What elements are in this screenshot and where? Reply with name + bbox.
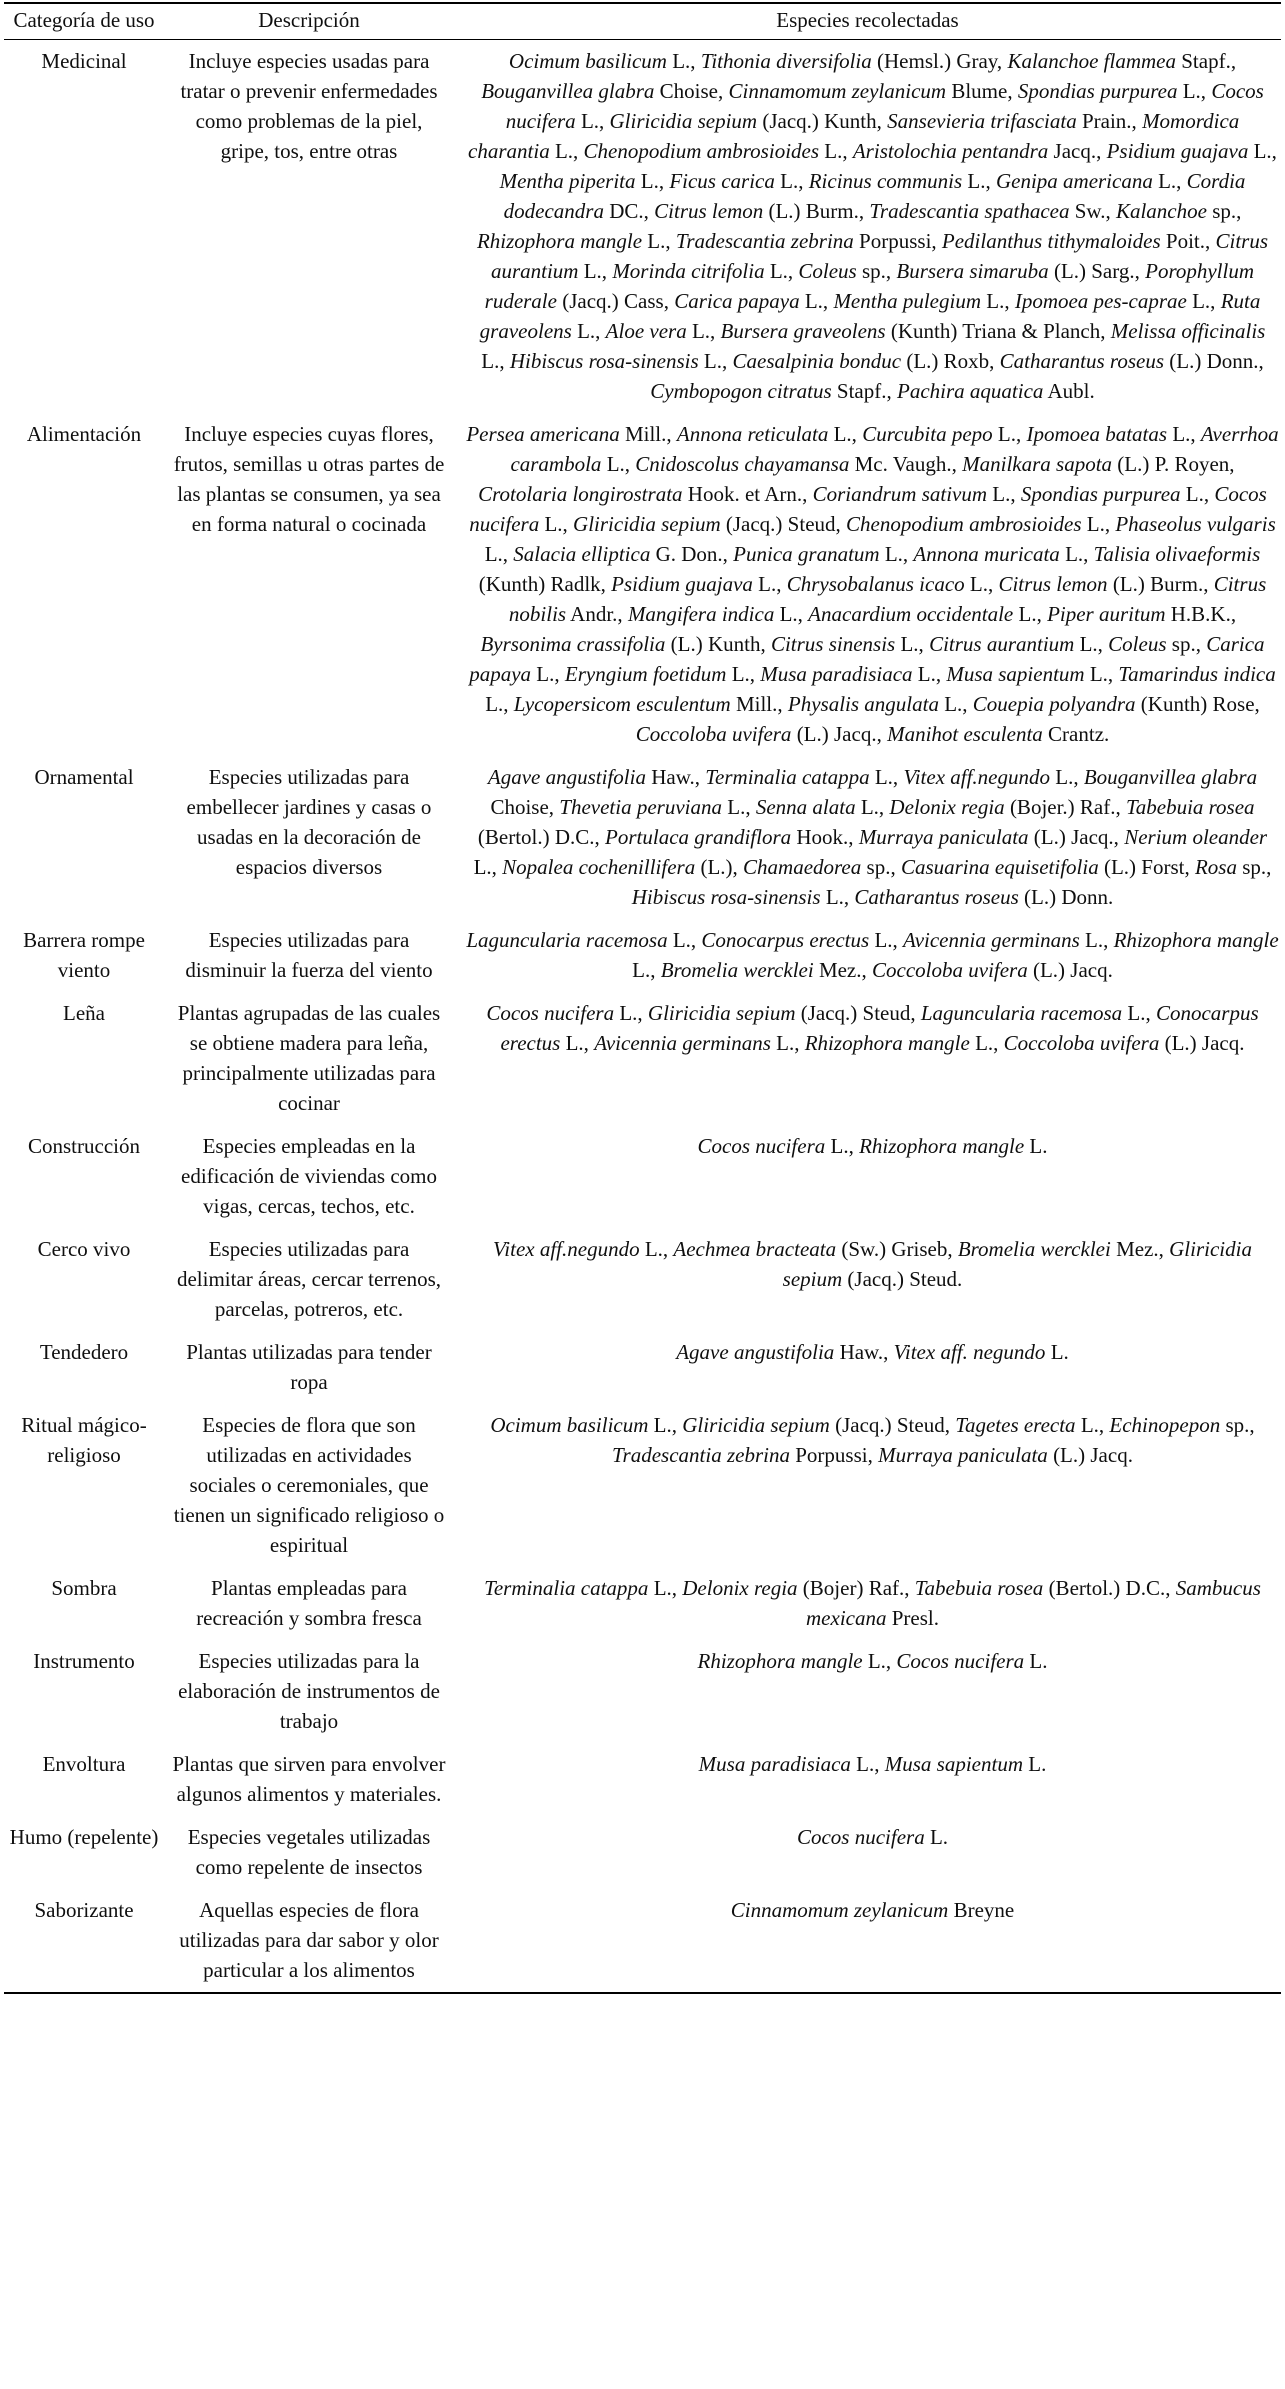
species-name: Porophyllum ruderale xyxy=(484,259,1255,313)
category-cell: Envoltura xyxy=(42,1752,126,1776)
species-name: Conocarpus erectus xyxy=(500,1001,1259,1055)
species-name: Catharantus roseus xyxy=(854,885,1019,909)
species-name: Coleus xyxy=(798,259,857,283)
species-name: Carica papaya xyxy=(674,289,800,313)
species-name: Chenopodium ambrosioides xyxy=(583,139,820,163)
species-name: Kalanchoe xyxy=(1115,199,1207,223)
table-row xyxy=(4,992,1281,1125)
category-cell: Saborizante xyxy=(34,1898,134,1922)
category-cell: Humo (repelente) xyxy=(9,1825,159,1849)
species-name: Gliricidia sepium xyxy=(573,512,721,536)
species-name: Caesalpinia bonduc xyxy=(732,349,902,373)
species-name: Catharantus roseus xyxy=(999,349,1164,373)
species-name: Citrus aurantium xyxy=(490,229,1269,283)
species-name: Ficus carica xyxy=(669,169,775,193)
species-name: Talisia olivaeformis xyxy=(1093,542,1261,566)
species-name: Persea americana xyxy=(466,422,620,446)
species-name: Tamarindus indica xyxy=(1118,662,1276,686)
species-name: Chenopodium ambrosioides xyxy=(846,512,1082,536)
header-row xyxy=(4,3,1281,40)
category-cell: Ritual mágico-religioso xyxy=(21,1413,147,1467)
species-name: Mentha pulegium xyxy=(833,289,981,313)
species-name: Morinda citrifolia xyxy=(612,259,765,283)
species-name: Curcubita pepo xyxy=(862,422,993,446)
species-name: Terminalia catappa xyxy=(705,765,870,789)
table-row xyxy=(4,1404,1281,1567)
species-name: Annona muricata xyxy=(913,542,1060,566)
species-name: Tagetes erecta xyxy=(955,1413,1076,1437)
species-name: Gliricidia sepium xyxy=(609,109,758,133)
species-name: Casuarina equisetifolia xyxy=(900,855,1099,879)
species-cell: Cocos nucifera L., Rhizophora mangle L. xyxy=(697,1134,1048,1158)
species-name: Coccoloba uvifera xyxy=(635,722,792,746)
table-row xyxy=(4,1889,1281,1993)
document-page xyxy=(4,0,1281,1994)
description-cell: Especies utilizadas para la elaboración de instrumentos de trabajo xyxy=(178,1649,440,1733)
table-row xyxy=(4,1743,1281,1816)
species-cell: Terminalia catappa L., Delonix regia (Bojer) Raf., Tabebuia rosea (Bertol.) D.C., Sambucus mexicana Presl. xyxy=(484,1576,1261,1630)
species-name: Cocos nucifera xyxy=(796,1825,925,1849)
species-name: Citrus nobilis xyxy=(508,572,1267,626)
category-cell: Ornamental xyxy=(34,765,134,789)
species-cell: Cinnamomum zeylanicum Breyne xyxy=(730,1898,1015,1922)
species-name: Genipa americana xyxy=(995,169,1153,193)
species-name: Ocimum basilicum xyxy=(508,49,667,73)
description-cell: Especies utilizadas para disminuir la fuerza del viento xyxy=(185,928,433,982)
species-name: Aristolochia pentandra xyxy=(852,139,1049,163)
species-name: Tithonia diversifolia xyxy=(700,49,872,73)
category-cell: Leña xyxy=(63,1001,105,1025)
table-row xyxy=(4,756,1281,919)
species-name: Bromelia wercklei xyxy=(660,958,814,982)
species-name: Ipomoea batatas xyxy=(1026,422,1168,446)
description-cell: Especies utilizadas para embellecer jardines y casas o usadas en la decoración de espacios diversos xyxy=(186,765,432,879)
species-name: Rhizophora mangle xyxy=(859,1134,1025,1158)
species-name: Chrysobalanus icaco xyxy=(786,572,965,596)
category-cell: Cerco vivo xyxy=(37,1237,131,1261)
species-name: Hibiscus rosa-sinensis xyxy=(631,885,821,909)
species-name: Salacia elliptica xyxy=(513,542,651,566)
species-name: Kalanchoe flammea xyxy=(1007,49,1176,73)
species-name: Piper auritum xyxy=(1047,602,1166,626)
table-row xyxy=(4,1228,1281,1331)
species-name: Cocos nucifera xyxy=(486,1001,615,1025)
species-name: Eryngium foetidum xyxy=(564,662,727,686)
species-name: Rhizophora mangle xyxy=(804,1031,970,1055)
species-name: Cocos nucifera xyxy=(896,1649,1025,1673)
species-name: Musa paradisiaca xyxy=(698,1752,851,1776)
species-name: Psidium guajava xyxy=(611,572,753,596)
species-name: Ocimum basilicum xyxy=(490,1413,649,1437)
species-name: Cocos nucifera xyxy=(505,79,1264,133)
species-name: Manilkara sapota xyxy=(962,452,1113,476)
species-cell: Rhizophora mangle L., Cocos nucifera L. xyxy=(697,1649,1048,1673)
species-name: Thevetia peruviana xyxy=(559,795,722,819)
species-name: Byrsonima crassifolia xyxy=(480,632,666,656)
species-name: Sansevieria trifasciata xyxy=(887,109,1077,133)
col-header-descripcion: Descripción xyxy=(164,3,454,40)
species-name: Tradescantia spathacea xyxy=(869,199,1070,223)
species-name: Portulaca grandiflora xyxy=(605,825,792,849)
species-name: Laguncularia racemosa xyxy=(466,928,668,952)
description-cell: Especies empleadas en la edificación de viviendas como vigas, cercas, techos, etc. xyxy=(181,1134,437,1218)
species-name: Tradescantia zebrina xyxy=(675,229,854,253)
species-cell: Agave angustifolia Haw., Terminalia catappa L., Vitex aff.negundo L., Bouganvillea glabra Choise, Thevetia peruviana L., Senna alata L., Delonix regia (Bojer.) Raf., Tabebuia rosea (Bertol.) D.C., Portulaca grandiflora Hook., Murraya paniculata (L.) Jacq., Nerium oleander L., Nopalea cochenillifera (L.), Chamaedorea sp., Casuarina equisetifolia (L.) Forst, Rosa sp., Hibiscus rosa-sinensis L., Catharantus roseus (L.) Donn. xyxy=(473,765,1272,909)
species-name: Citrus lemon xyxy=(654,199,764,223)
species-name: Terminalia catappa xyxy=(484,1576,649,1600)
species-name: Cinnamomum zeylanicum xyxy=(728,79,947,103)
species-name: Bouganvillea glabra xyxy=(1083,765,1258,789)
table-body xyxy=(4,40,1281,1994)
species-name: Momordica charantia xyxy=(468,109,1240,163)
species-name: Cinnamomum zeylanicum xyxy=(730,1898,949,1922)
description-cell: Plantas utilizadas para tender ropa xyxy=(186,1340,432,1394)
species-name: Conocarpus erectus xyxy=(701,928,870,952)
table-row xyxy=(4,1816,1281,1889)
species-name: Vitex aff.negundo xyxy=(493,1237,640,1261)
species-name: Rosa xyxy=(1194,855,1237,879)
species-name: Agave angustifolia xyxy=(676,1340,835,1364)
species-cell: Cocos nucifera L. xyxy=(796,1825,949,1849)
species-name: Citrus sinensis xyxy=(770,632,896,656)
species-name: Ruta graveolens xyxy=(479,289,1261,343)
species-name: Coriandrum sativum xyxy=(812,482,988,506)
category-cell: Alimentación xyxy=(26,422,142,446)
species-name: Couepia polyandra xyxy=(972,692,1136,716)
species-name: Ricinus communis xyxy=(808,169,963,193)
species-name: Laguncularia racemosa xyxy=(920,1001,1123,1025)
table-row xyxy=(4,1125,1281,1228)
description-cell: Incluye especies cuyas flores, frutos, semillas u otras partes de las plantas se consumen, ya sea en forma natural o cocinada xyxy=(173,422,445,536)
species-name: Aechmea bracteata xyxy=(673,1237,837,1261)
species-name: Senna alata xyxy=(755,795,856,819)
species-name: Gliricidia sepium xyxy=(647,1001,796,1025)
species-name: Carica papaya xyxy=(469,632,1265,686)
species-name: Chamaedorea xyxy=(743,855,862,879)
species-name: Citrus aurantium xyxy=(929,632,1075,656)
species-name: Mentha piperita xyxy=(499,169,636,193)
species-name: Avicennia germinans xyxy=(594,1031,771,1055)
species-name: Murraya paniculata xyxy=(878,1443,1048,1467)
table-row xyxy=(4,1331,1281,1404)
table-row xyxy=(4,919,1281,992)
species-name: Coccoloba uvifera xyxy=(1003,1031,1160,1055)
species-name: Tabebuia rosea xyxy=(914,1576,1044,1600)
species-name: Mangifera indica xyxy=(627,602,775,626)
species-name: Ipomoea pes-caprae xyxy=(1014,289,1187,313)
description-cell: Plantas agrupadas de las cuales se obtiene madera para leña, principalmente utilizadas para cocinar xyxy=(177,1001,441,1115)
species-name: Musa paradisiaca xyxy=(760,662,913,686)
species-cell: Ocimum basilicum L., Tithonia diversifolia (Hemsl.) Gray, Kalanchoe flammea Stapf., Bouganvillea glabra Choise, Cinnamomum zeylanicum Blume, Spondias purpurea L., Cocos nucifera L., Gliricidia sepium (Jacq.) Kunth, Sansevieria trifasciata Prain., Momordica charantia L., Chenopodium ambrosioides L., Aristolochia pentandra Jacq., Psidium guajava L., Mentha piperita L., Ficus carica L., Ricinus communis L., Genipa americana L., Cordia dodecandra DC., Citrus lemon (L.) Burm., Tradescantia spathacea Sw., Kalanchoe sp., Rhizophora mangle L., Tradescantia zebrina Porpussi, Pedilanthus tithymaloides Poit., Citrus aurantium L., Morinda citrifolia L., Coleus sp., Bursera simaruba (L.) Sarg., Porophyllum ruderale (Jacq.) Cass, Carica papaya L., Mentha pulegium L., Ipomoea pes-caprae L., Ruta graveolens L., Aloe vera L., Bursera graveolens (Kunth) Triana & Planch, Melissa officinalis L., Hibiscus rosa-sinensis L., Caesalpinia bonduc (L.) Roxb, Catharantus roseus (L.) Donn., Cymbopogon citratus Stapf., Pachira aquatica Aubl. xyxy=(468,49,1277,403)
species-name: Rhizophora mangle xyxy=(697,1649,863,1673)
species-name: Cordia dodecandra xyxy=(503,169,1246,223)
species-name: Cocos nucifera xyxy=(697,1134,826,1158)
description-cell: Plantas que sirven para envolver algunos alimentos y materiales. xyxy=(172,1752,446,1806)
species-cell: Laguncularia racemosa L., Conocarpus erectus L., Avicennia germinans L., Rhizophora mangle L., Bromelia wercklei Mez., Coccoloba uvifera (L.) Jacq. xyxy=(466,928,1279,982)
species-name: Aloe vera xyxy=(605,319,687,343)
species-cell: Vitex aff.negundo L., Aechmea bracteata (Sw.) Griseb, Bromelia wercklei Mez., Gliricidia sepium (Jacq.) Steud. xyxy=(493,1237,1252,1291)
category-cell: Construcción xyxy=(28,1134,140,1158)
species-name: Rhizophora mangle xyxy=(476,229,643,253)
species-name: Cymbopogon citratus xyxy=(650,379,832,403)
species-name: Averrhoa carambola xyxy=(510,422,1279,476)
table-row xyxy=(4,413,1281,756)
species-name: Gliricidia sepium xyxy=(782,1237,1252,1291)
species-name: Phaseolus vulgaris xyxy=(1115,512,1276,536)
description-cell: Aquellas especies de flora utilizadas para dar sabor y olor particular a los alimentos xyxy=(179,1898,439,1982)
species-name: Cocos nucifera xyxy=(469,482,1267,536)
species-name: Echinopepon xyxy=(1109,1413,1221,1437)
species-name: Pachira aquatica xyxy=(897,379,1044,403)
species-name: Coleus xyxy=(1108,632,1167,656)
species-name: Hibiscus rosa-sinensis xyxy=(509,349,699,373)
species-name: Pedilanthus tithymaloides xyxy=(941,229,1161,253)
species-name: Annona reticulata xyxy=(676,422,829,446)
species-name: Vitex aff. negundo xyxy=(893,1340,1046,1364)
species-name: Manihot esculenta xyxy=(887,722,1043,746)
description-cell: Especies utilizadas para delimitar áreas, cercar terrenos, parcelas, potreros, etc. xyxy=(176,1237,442,1321)
species-cell: Persea americana Mill., Annona reticulata L., Curcubita pepo L., Ipomoea batatas L., Averrhoa carambola L., Cnidoscolus chayamansa Mc. Vaugh., Manilkara sapota (L.) P. Royen, Crotolaria longirostrata Hook. et Arn., Coriandrum sativum L., Spondias purpurea L., Cocos nucifera L., Gliricidia sepium (Jacq.) Steud, Chenopodium ambrosioides L., Phaseolus vulgaris L., Salacia elliptica G. Don., Punica granatum L., Annona muricata L., Talisia olivaeformis (Kunth) Radlk, Psidium guajava L., Chrysobalanus icaco L., Citrus lemon (L.) Burm., Citrus nobilis Andr., Mangifera indica L., Anacardium occidentale L., Piper auritum H.B.K., Byrsonima crassifolia (L.) Kunth, Citrus sinensis L., Citrus aurantium L., Coleus sp., Carica papaya L., Eryngium foetidum L., Musa paradisiaca L., Musa sapientum L., Tamarindus indica L., Lycopersicom esculentum Mill., Physalis angulata L., Couepia polyandra (Kunth) Rose, Coccoloba uvifera (L.) Jacq., Manihot esculenta Crantz. xyxy=(466,422,1279,746)
species-cell: Ocimum basilicum L., Gliricidia sepium (Jacq.) Steud, Tagetes erecta L., Echinopepon sp., Tradescantia zebrina Porpussi, Murraya paniculata (L.) Jacq. xyxy=(490,1413,1255,1467)
description-cell: Especies de flora que son utilizadas en actividades sociales o ceremoniales, que tienen un significado religioso o espiritual xyxy=(173,1413,445,1557)
species-name: Punica granatum xyxy=(733,542,880,566)
species-name: Cnidoscolus chayamansa xyxy=(635,452,850,476)
species-name: Bromelia wercklei xyxy=(957,1237,1111,1261)
species-name: Bursera graveolens xyxy=(720,319,886,343)
species-name: Coccoloba uvifera xyxy=(872,958,1028,982)
table-row xyxy=(4,40,1281,414)
species-name: Anacardium occidentale xyxy=(808,602,1014,626)
category-cell: Tendedero xyxy=(39,1340,129,1364)
species-name: Rhizophora mangle xyxy=(1113,928,1279,952)
species-name: Sambucus mexicana xyxy=(806,1576,1261,1630)
species-name: Musa sapientum xyxy=(946,662,1085,686)
description-cell: Especies vegetales utilizadas como repelente de insectos xyxy=(187,1825,431,1879)
species-name: Bouganvillea glabra xyxy=(481,79,655,103)
species-name: Spondias purpurea xyxy=(1017,79,1178,103)
species-name: Nopalea cochenillifera xyxy=(502,855,696,879)
table-row xyxy=(4,1567,1281,1640)
species-name: Agave angustifolia xyxy=(487,765,646,789)
species-name: Tradescantia zebrina xyxy=(612,1443,790,1467)
table-row xyxy=(4,1640,1281,1743)
species-name: Musa sapientum xyxy=(884,1752,1023,1776)
species-use-table xyxy=(4,2,1281,1994)
species-name: Avicennia germinans xyxy=(903,928,1080,952)
description-cell: Plantas empleadas para recreación y sombra fresca xyxy=(196,1576,422,1630)
category-cell: Instrumento xyxy=(33,1649,135,1673)
category-cell: Medicinal xyxy=(41,49,127,73)
species-name: Citrus lemon xyxy=(998,572,1108,596)
species-cell: Musa paradisiaca L., Musa sapientum L. xyxy=(698,1752,1047,1776)
species-name: Tabebuia rosea xyxy=(1126,795,1255,819)
species-name: Murraya paniculata xyxy=(858,825,1029,849)
species-name: Delonix regia xyxy=(682,1576,798,1600)
species-name: Lycopersicom esculentum xyxy=(513,692,731,716)
col-header-especies: Especies recolectadas xyxy=(454,3,1281,40)
species-cell: Cocos nucifera L., Gliricidia sepium (Jacq.) Steud, Laguncularia racemosa L., Conocarpus erectus L., Avicennia germinans L., Rhizophora mangle L., Coccoloba uvifera (L.) Jacq. xyxy=(486,1001,1259,1055)
species-name: Physalis angulata xyxy=(787,692,939,716)
species-name: Psidium guajava xyxy=(1106,139,1249,163)
description-cell: Incluye especies usadas para tratar o prevenir enfermedades como problemas de la piel, gripe, tos, entre otras xyxy=(180,49,438,163)
col-header-categoria: Categoría de uso xyxy=(4,3,164,40)
species-name: Gliricidia sepium xyxy=(682,1413,830,1437)
species-name: Bursera simaruba xyxy=(896,259,1049,283)
species-name: Nerium oleander xyxy=(1124,825,1268,849)
species-name: Crotolaria longirostrata xyxy=(478,482,683,506)
species-cell: Agave angustifolia Haw., Vitex aff. negundo L. xyxy=(676,1340,1069,1364)
species-name: Vitex aff.negundo xyxy=(903,765,1051,789)
species-name: Spondias purpurea xyxy=(1020,482,1181,506)
species-name: Melissa officinalis xyxy=(1110,319,1266,343)
species-name: Delonix regia xyxy=(889,795,1005,819)
category-cell: Barrera rompe viento xyxy=(23,928,145,982)
category-cell: Sombra xyxy=(51,1576,117,1600)
